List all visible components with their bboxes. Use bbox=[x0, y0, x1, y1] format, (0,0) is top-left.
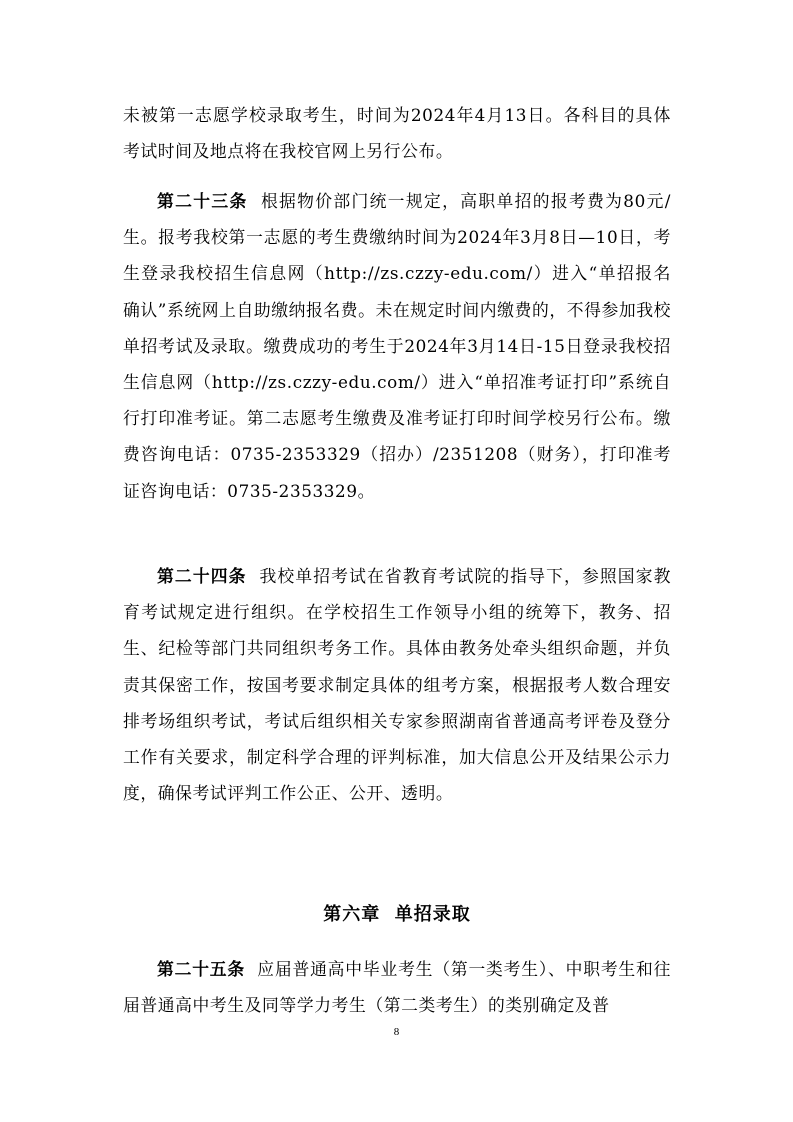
paragraph-article-24 bbox=[123, 558, 671, 811]
article-label: 第二十五条 bbox=[157, 959, 245, 979]
page-number: 8 bbox=[393, 1026, 400, 1038]
paragraph-text: 根据物价部门统一规定，高职单招的报考费为80元/生。报考我校第一志愿的考生费缴纳时间为2024年3月8日—10日，考生登录我校招生信息网（http://zs.czzy-edu.com/）进入“单招报名确认”系统网上自助缴纳报名费。未在规定时间内缴费的，不得参加我校单招考试及录取。缴费成功的考生于2024年3月14日-15日登录我校招生信息网（http://zs.czzy-edu.com/）进入“单招准考证打印”系统自行打印准考证。第二志愿考生缴费及准考证打印时间学校另行公布。缴费咨询电话：0735-2353329（招办）/2351208（财务），打印准考证咨询电话：0735-2353329。 bbox=[123, 191, 671, 501]
paragraph-article-23 bbox=[123, 183, 671, 509]
article-label: 第二十四条 bbox=[157, 566, 247, 586]
paragraph-text: 应届普通高中毕业考生（第一类考生）、中职考生和往届普通高中考生及同等学力考生（第二类考生）的类别确定及普 bbox=[123, 959, 671, 1016]
chapter-number: 第六章 bbox=[323, 904, 381, 925]
paragraph-article-25 bbox=[123, 951, 671, 1023]
paragraph-text: 未被第一志愿学校录取考生，时间为2024年4月13日。各科目的具体考试时间及地点将在我校官网上另行公布。 bbox=[123, 105, 671, 162]
paragraph-exam-schedule bbox=[123, 97, 671, 169]
paragraph-text: 我校单招考试在省教育考试院的指导下，参照国家教育考试规定进行组织。在学校招生工作领导小组的统筹下，教务、招生、纪检等部门共同组织考务工作。具体由教务处牵头组织命题，并负责其保密工作，按国考要求制定具体的组考方案，根据报考人数合理安排考场组织考试，考试后组织相关专家参照湖南省普通高考评卷及登分工作有关要求，制定科学合理的评判标准，加大信息公开及结果公示力度，确保考试评判工作公正、公开、透明。 bbox=[123, 566, 671, 804]
chapter-heading bbox=[123, 900, 671, 926]
article-label: 第二十三条 bbox=[157, 191, 248, 211]
chapter-title: 单招录取 bbox=[394, 904, 471, 925]
